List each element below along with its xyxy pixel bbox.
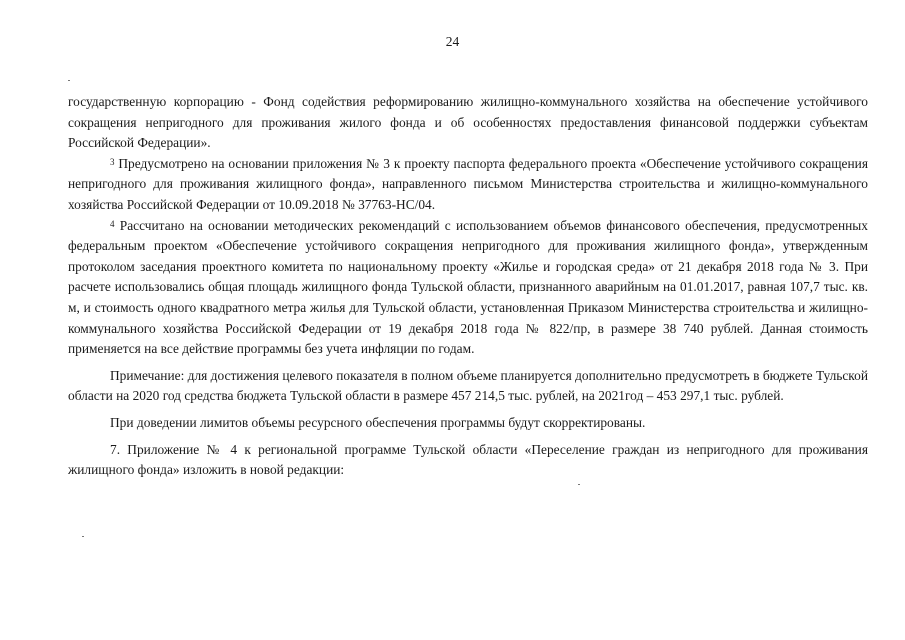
page-number: 24	[445, 34, 460, 49]
paragraph-continuation: государственную корпорацию - Фонд содействия реформированию жилищно-коммунального хозяйства на обеспечение устойчивого сокращения непригодного для проживания жилого фонда и об особенностях предоставления финансовой поддержки субъектам Российской Федерации».	[68, 94, 868, 151]
note-paragraph: Примечание: для достижения целевого показателя в полном объеме планируется дополнительно предусмотреть в бюджете Тульской области на 2020 год средства бюджета Тульской области в размере 457 214,5 тыс. рублей, на 2021год – 453 297,1 тыс. рублей.	[68, 367, 868, 404]
limits-paragraph: При доведении лимитов объемы ресурсного обеспечения программы будут скорректированы.	[110, 414, 646, 430]
footnote-3-mark: 3	[110, 156, 115, 167]
scan-speck	[578, 484, 580, 485]
scan-speck	[82, 536, 84, 537]
footnote-4	[68, 216, 868, 360]
scan-speck	[68, 80, 70, 81]
item-7-paragraph: 7. Приложение № 4 к региональной программе Тульской области «Переселение граждан из непригодного для проживания жилищного фонда» изложить в новой редакции:	[68, 441, 868, 478]
footnote-3	[68, 154, 868, 216]
footnote-4-text: Рассчитано на основании методических рекомендаций с использованием объемов финансового обеспечения, предусмотренных федеральным проектом «Обеспечение устойчивого сокращения непригодного для проживания жилищного фонда», утвержденным протоколом заседания проектного комитета по национальному проекту «Жилье и городская среда» от 21 декабря 2018 года № 3. При расчете использовались общая площадь жилищного фонда Тульской области, признанного аварийным на 01.01.2017, равная 107,7 тыс. кв. м, и стоимость одного квадратного метра жилья для Тульской области, установленная Приказом Министерства строительства и жилищно-коммунального хозяйства Российской Федерации от 19 декабря 2018 года № 822/пр, в размере 38 740 рублей. Данная стоимость применяется на все действие программы без учета инфляции по годам.	[68, 217, 868, 357]
footnote-4-mark: 4	[110, 218, 115, 229]
footnote-3-text: Предусмотрено на основании приложения № 3 к проекту паспорта федерального проекта «Обеспечение устойчивого сокращения непригодного для проживания жилищного фонда», направленного письмом Министерства строительства и жилищно-коммунального хозяйства Российской Федерации от 10.09.2018 № 37763-НС/04.	[68, 155, 868, 212]
document-body	[68, 92, 868, 481]
